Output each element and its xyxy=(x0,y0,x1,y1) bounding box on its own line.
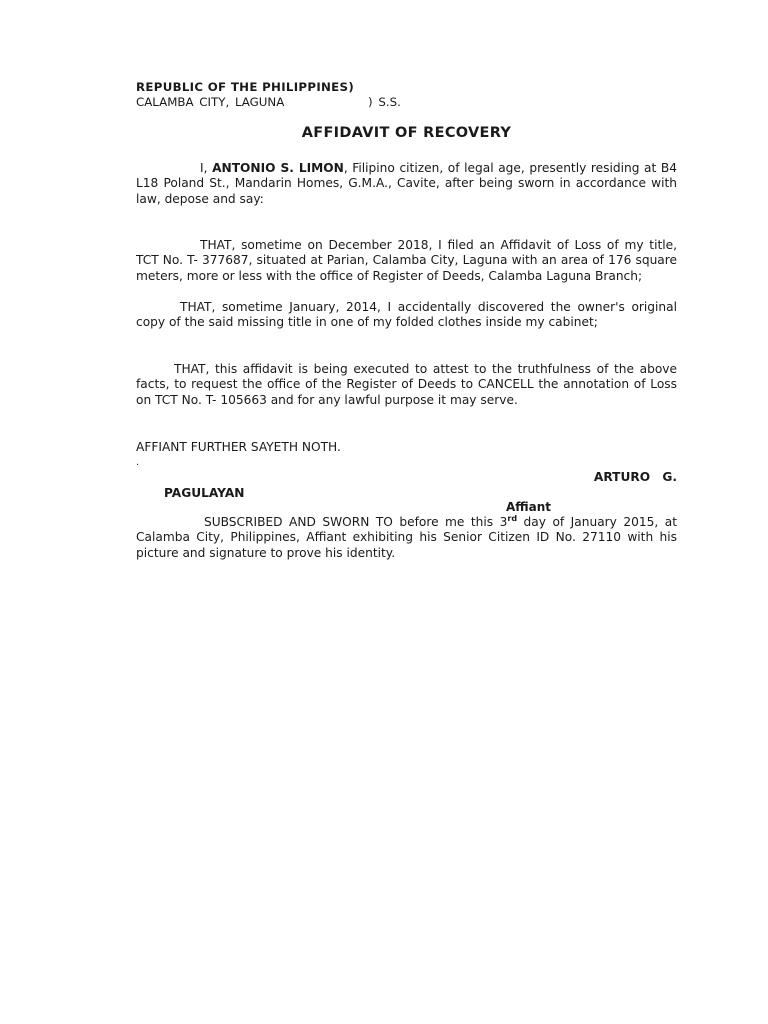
document-title: AFFIDAVIT OF RECOVERY xyxy=(301,125,512,141)
identity-pre: I, xyxy=(200,161,208,175)
signature-role: Affiant xyxy=(506,500,552,514)
republic-header: REPUBLIC OF THE PHILIPPINES) xyxy=(136,80,355,94)
paragraph-loss: THAT, sometime on December 2018, I filed an Affidavit of Loss of my title, TCT No. T- 377687, situated at Parian, Calamba City, Laguna with an area of 176 square meters, more or less with the office of Register of Deeds, Calamba Laguna Branch; xyxy=(136,238,677,283)
jurat-ordinal: rd xyxy=(507,513,518,523)
paragraph-discovery: THAT, sometime January, 2014, I accidentally discovered the owner's original copy of the said missing title in one of my folded clothes inside my cabinet; xyxy=(136,300,677,330)
signature-name-last: PAGULAYAN xyxy=(164,486,245,500)
paragraph-identity xyxy=(136,161,677,207)
affiant-name: ANTONIO S. LIMON xyxy=(212,161,344,175)
paragraph-purpose: THAT, this affidavit is being executed to attest to the truthfulness of the above facts, to request the office of the Register of Deeds to CANCELL the annotation of Loss on TCT No. T- 105663 and for any lawful purpose it may serve. xyxy=(136,362,677,407)
signature-name-first: ARTURO G. xyxy=(593,470,677,484)
stray-period: . xyxy=(136,457,140,468)
jurat-pre: SUBSCRIBED AND SWORN TO before me this 3 xyxy=(204,515,508,529)
jurat-post: day of January 2015, at Calamba City, Philippines, Affiant exhibiting his Senior Citizen ID No. 27110 with his picture and signature to prove his identity. xyxy=(136,515,677,560)
venue-header xyxy=(136,95,401,110)
affidavit-page xyxy=(136,0,677,1024)
venue-location: CALAMBA CITY, LAGUNA xyxy=(136,95,285,109)
affiant-further-statement: AFFIANT FURTHER SAYETH NOTH. xyxy=(136,440,341,454)
venue-ss: ) S.S. xyxy=(368,95,401,109)
identity-post: , Filipino citizen, of legal age, presently residing at B4 L18 Poland St., Mandarin Homes, G.M.A., Cavite, after being sworn in accordance with law, depose and say: xyxy=(136,161,678,206)
jurat-paragraph xyxy=(136,515,677,561)
